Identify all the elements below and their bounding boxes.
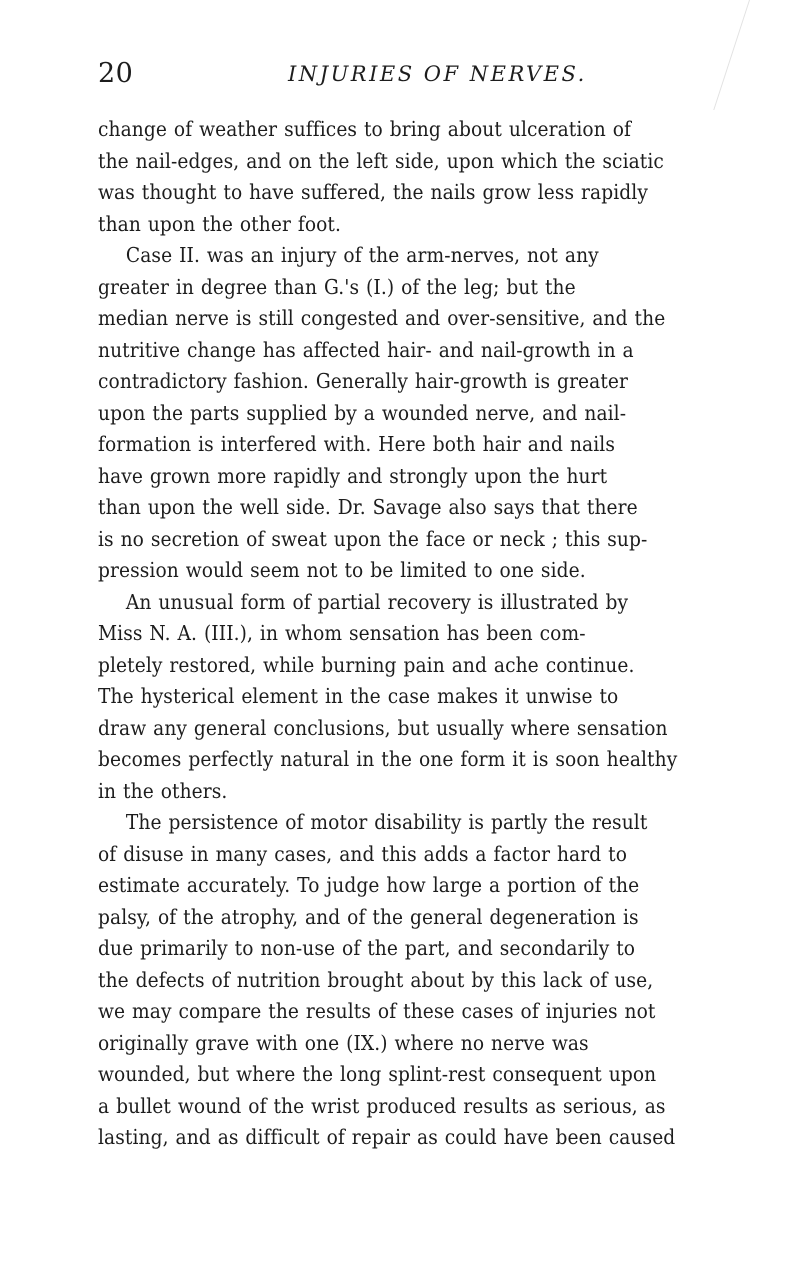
text-line: the defects of nutrition brought about by this lack of use,: [98, 967, 654, 992]
text-line: estimate accurately. To judge how large a portion of the: [98, 873, 640, 897]
text-line: An unusual form of partial recovery is illustrated by: [125, 589, 629, 614]
page-edge-shadow: [713, 0, 800, 110]
text-line: becomes perfectly natural in the one form it is soon healthy: [98, 747, 678, 771]
text-line: due primarily to non-use of the part, and secondarily to: [98, 936, 636, 960]
text-line: formation is interfered with. Here both hair and nails: [98, 432, 615, 456]
text-line: have grown more rapidly and strongly upon the hurt: [98, 463, 608, 488]
text-line: median nerve is still congested and over-sensitive, and the: [98, 306, 666, 330]
text-line: upon the parts supplied by a wounded nerve, and nail-: [98, 400, 627, 425]
text-line: in the others.: [98, 778, 228, 803]
text-line: is no secretion of sweat upon the face or neck ; this sup-: [98, 526, 648, 551]
text-line: Miss N. A. (III.), in whom sensation has been com-: [98, 621, 586, 645]
text-line: contradictory fashion. Generally hair-growth is greater: [98, 369, 629, 393]
text-line: change of weather suffices to bring about ulceration of: [98, 117, 631, 141]
text-line: pletely restored, while burning pain and ache continue.: [98, 652, 635, 677]
text-line: draw any general conclusions, but usually where sensation: [98, 715, 668, 740]
running-head: [98, 54, 720, 94]
page-number: 20: [98, 58, 134, 89]
text-line: was thought to have suffered, the nails grow less rapidly: [98, 180, 648, 204]
text-line: of disuse in many cases, and this adds a factor hard to: [98, 841, 628, 866]
text-line: a bullet wound of the wrist produced results as serious, as: [98, 1093, 666, 1118]
text-line: The hysterical element in the case makes it unwise to: [98, 684, 619, 708]
text-line: pression would seem not to be limited to one side.: [98, 558, 586, 582]
text-line: than upon the well side. Dr. Savage also says that there: [98, 495, 638, 519]
text-line: than upon the other foot.: [98, 211, 342, 236]
running-title: INJURIES OF NERVES.: [288, 62, 587, 86]
text-line: originally grave with one (IX.) where no nerve was: [98, 1030, 589, 1055]
text-line: Case II. was an injury of the arm-nerves, not any: [125, 243, 599, 267]
text-line: we may compare the results of these cases of injuries not: [98, 999, 656, 1023]
text-line: greater in degree than G.'s (I.) of the leg; but the: [98, 274, 576, 299]
body-text: [98, 114, 788, 1154]
text-line: wounded, but where the long splint-rest consequent upon: [98, 1062, 657, 1086]
text-line: the nail-edges, and on the left side, upon which the sciatic: [98, 148, 664, 173]
text-line: lasting, and as difficult of repair as could have been caused: [98, 1125, 676, 1149]
text-line: palsy, of the atrophy, and of the general degeneration is: [98, 904, 639, 929]
text-line: The persistence of motor disability is partly the result: [125, 810, 648, 834]
text-line: nutritive change has affected hair- and nail-growth in a: [98, 337, 634, 362]
